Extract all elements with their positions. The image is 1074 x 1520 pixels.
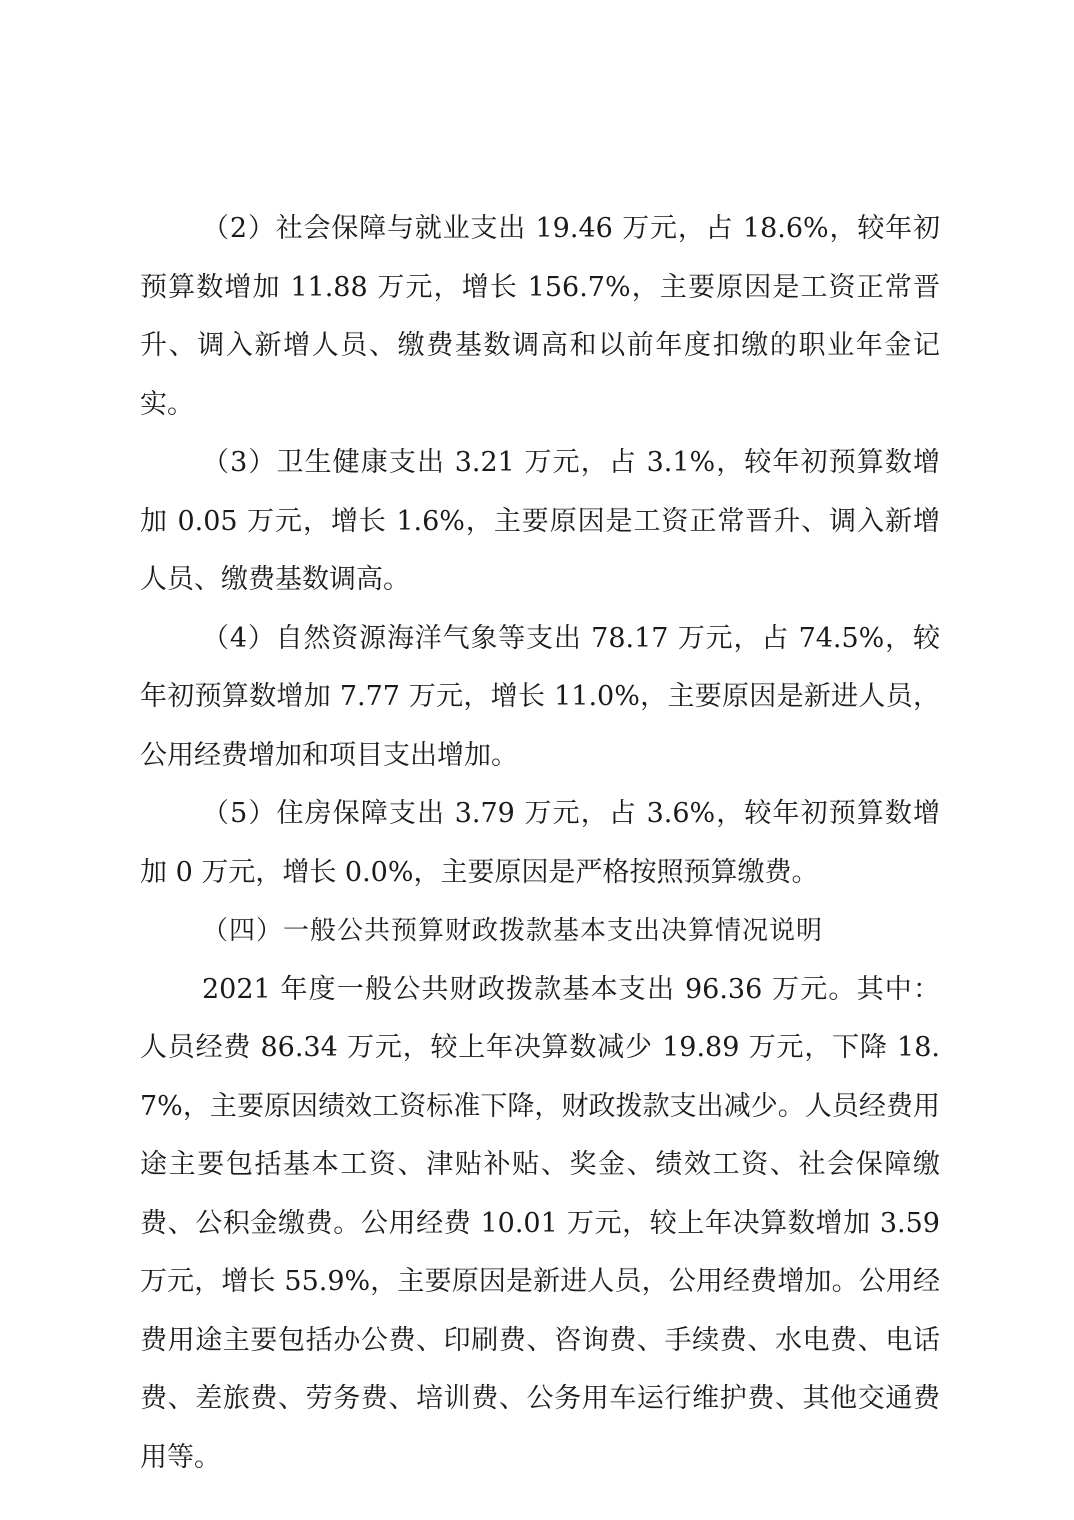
paragraph-housing: （5）住房保障支出 3.79 万元，占 3.6%，较年初预算数增加 0 万元，增长 0.0%，主要原因是严格按照预算缴费。 <box>140 798 940 888</box>
paragraph-social-security: （2）社会保障与就业支出 19.46 万元，占 18.6%，较年初预算数增加 11.88 万元，增长 156.7%，主要原因是工资正常晋升、调入新增人员、缴费基数调高和以前年度扣缴的职业年金记实。 <box>140 213 940 420</box>
paragraph-natural-resources: （4）自然资源海洋气象等支出 78.17 万元，占 74.5%，较年初预算数增加 7.77 万元，增长 11.0%，主要原因是新进人员，公用经费增加和项目支出增加。 <box>140 622 940 771</box>
paragraph-basic-expenditure: 2021 年度一般公共财政拨款基本支出 96.36 万元。其中：人员经费 86.34 万元，较上年决算数减少 19.89 万元，下降 18.7%，主要原因绩效工资标准下降，财政拨款支出减少。人员经费用途主要包括基本工资、津贴补贴、奖金、绩效工资、社会保障缴费、公积金缴费。公用经费 10.01 万元，较上年决算数增加 3.59 万元，增长 55.9%，主要原因是新进人员，公用经费增加。公用经费用途主要包括办公费、印刷费、咨询费、手续费、水电费、电话费、差旅费、劳务费、培训费、公务用车运行维护费、其他交通费用等。 <box>140 973 940 1473</box>
section-heading: （四）一般公共预算财政拨款基本支出决算情况说明 <box>202 916 824 946</box>
document-body <box>140 200 940 1487</box>
paragraph-health: （3）卫生健康支出 3.21 万元，占 3.1%，较年初预算数增加 0.05 万元，增长 1.6%，主要原因是工资正常晋升、调入新增人员、缴费基数调高。 <box>140 447 940 595</box>
